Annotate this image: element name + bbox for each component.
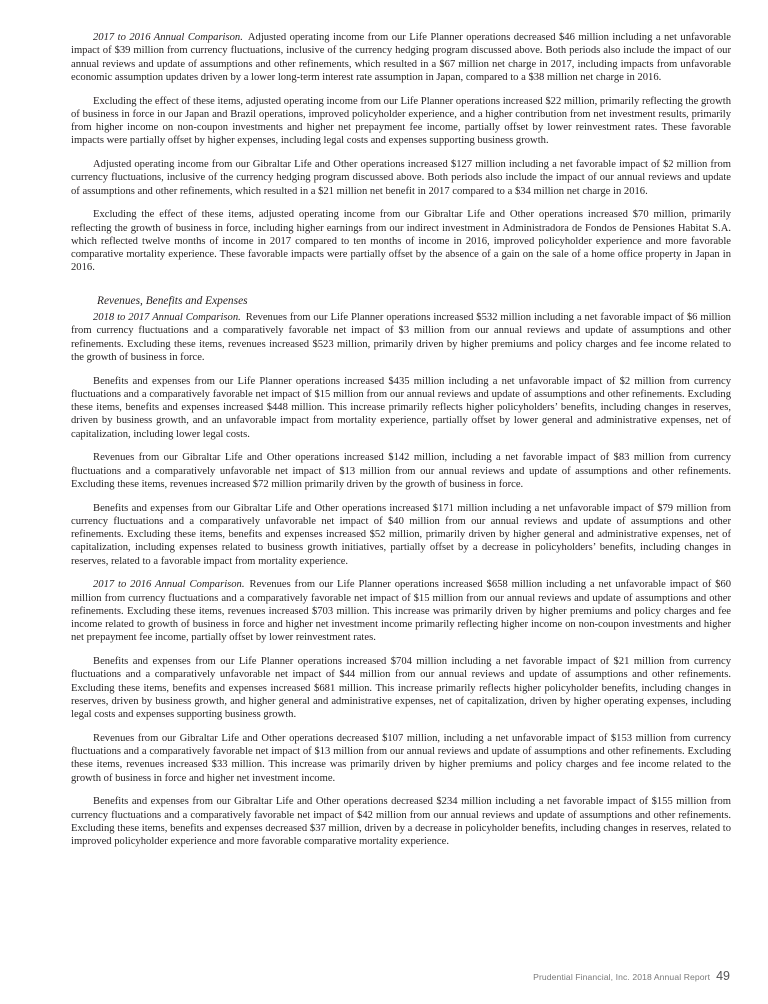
paragraph <box>71 311 731 364</box>
section-heading: Revenues, Benefits and Expenses <box>97 295 248 307</box>
document-body <box>71 31 731 859</box>
paragraph-text: Revenues from our Life Planner operations increased $658 million including a net unfavorable impact of $60 million from currency fluctuations and a comparatively favorable net impact of $15 million from our annual reviews and update of assumptions and other refinements. Excluding these items, revenues increased $703 million. This increase was primarily driven by higher premiums and policy charges and fee income related to growth of business in force and higher net investment income primarily reflecting higher income on non-coupon investments and higher net prepayment fee income, partially offset by lower reinvestment rates. <box>71 579 731 644</box>
footer-report-title: Prudential Financial, Inc. 2018 Annual Report <box>533 972 711 982</box>
paragraph <box>71 655 731 721</box>
paragraph <box>71 375 731 441</box>
paragraph <box>71 451 731 491</box>
paragraph-lead: 2017 to 2016 Annual Comparison. <box>93 32 243 43</box>
paragraph-text: Adjusted operating income from our Gibraltar Life and Other operations increased $127 million including a net favorable impact of $2 million from currency fluctuations, inclusive of the currency hedging program discussed above. Both periods also include the impact of our annual reviews and update of assumptions and other refinements, which resulted in a $21 million net benefit in 2017 compared to a $34 million net charge in 2016. <box>71 159 731 197</box>
paragraph-text: Excluding the effect of these items, adjusted operating income from our Gibraltar Life and Other operations increased $70 million, primarily reflecting the growth of business in force, including higher earnings from our indirect investment in Administradora de Fondos de Pensiones Habitat S.A. which reflected twelve months of income in 2017 compared to ten months of income in 2016, improved policyholder experience and more favorable comparative mortality experience. These favorable impacts were partially offset by the absence of a gain on the sale of a home office property in Japan in 2016. <box>71 209 731 274</box>
paragraph-text: Revenues from our Gibraltar Life and Other operations increased $142 million, including a net favorable impact of $83 million from currency fluctuations and a comparatively unfavorable net impact of $13 million from our annual reviews and update of assumptions and other refinements. Excluding these items, revenues increased $72 million primarily driven by the growth of business in force. <box>71 452 731 490</box>
paragraph-text: Excluding the effect of these items, adjusted operating income from our Life Planner operations increased $22 million, primarily reflecting the growth of business in force in our Japan and Brazil operations, improved policyholder experience, and a higher contribution from net investment results, primarily from higher income on non-coupon investments and higher net prepayment fee income, partially offset by lower reinvestment rates. These favorable impacts were partially offset by higher expenses, including legal costs and expenses supporting business growth. <box>71 95 731 147</box>
paragraph-text: Benefits and expenses from our Gibraltar Life and Other operations decreased $234 million including a net favorable impact of $155 million from currency fluctuations and a comparatively favorable net impact of $42 million from our annual reviews and update of assumptions and other refinements. Excluding these items, benefits and expenses decreased $37 million, driven by a decrease in policyholder benefits, including changes in reserves, related to improved policyholder experience and more favorable comparative mortality experience. <box>71 796 731 847</box>
paragraph-text: Benefits and expenses from our Life Planner operations increased $704 million including a net favorable impact of $21 million from currency fluctuations and a comparatively unfavorable net impact of $44 million from our annual reviews and update of assumptions and other refinements. Excluding these items, benefits and expenses increased $681 million. This increase primarily reflects higher policyholder benefits, including changes in reserves, driven by business growth, and higher general and administrative expenses, net of capitalization, driven by higher operating expenses, including legal costs and expenses supporting business growth. <box>71 656 731 720</box>
page-footer <box>480 967 730 985</box>
paragraph-text: Revenues from our Life Planner operations increased $532 million including a net favorable impact of $6 million from currency fluctuations and a comparatively favorable net impact of $3 million from our annual reviews and update of assumptions and other refinements. Excluding these items, revenues increased $523 million, primarily driven by higher premiums and policy charges and fee income related to the growth of business in force. <box>71 312 731 363</box>
paragraph <box>71 795 731 848</box>
paragraph <box>71 732 731 785</box>
paragraph <box>71 31 731 84</box>
paragraph-text: Revenues from our Gibraltar Life and Other operations decreased $107 million, including a net unfavorable impact of $153 million from currency fluctuations and a comparatively favorable net impact of $13 million from our annual reviews and update of assumptions and other refinements. Excluding these items, revenues increased $33 million. This increase was primarily driven by higher premiums and policy charges and fee income related to the growth of business in force and higher net investment income. <box>71 732 731 784</box>
page-number: 49 <box>716 969 730 983</box>
paragraph <box>71 208 731 274</box>
paragraph-text: Adjusted operating income from our Life Planner operations decreased $46 million including a net unfavorable impact of $39 million from currency fluctuations, inclusive of the currency hedging program discussed above. Both periods also include the impact of our annual reviews and update of assumptions and other refinements, which resulted in a $67 million net charge in 2017, including impacts from unfavorable economic assumption updates driven by a lower long-term interest rate assumption in Japan, compared to a $38 million net charge in 2016. <box>71 32 731 83</box>
paragraph-lead: 2017 to 2016 Annual Comparison. <box>93 579 245 591</box>
paragraph-text: Benefits and expenses from our Life Planner operations increased $435 million including a net unfavorable impact of $2 million from currency fluctuations and a comparatively favorable net impact of $15 million from our annual reviews and update of assumptions and other refinements. Excluding these items, benefits and expenses increased $448 million. This increase primarily reflects higher policyholders’ benefits, including changes in reserves, driven by business growth, and an unfavorable impact from mortality experience, partially offset by lower general and administrative expenses, net of capitalization, including lower legal costs. <box>71 375 731 440</box>
paragraph <box>71 158 731 198</box>
paragraph <box>71 502 731 568</box>
paragraph <box>71 578 731 644</box>
paragraph-text: Benefits and expenses from our Gibraltar Life and Other operations increased $171 million including a net unfavorable impact of $79 million from currency fluctuations and a comparatively unfavorable net impact of $40 million from our annual reviews and update of assumptions and other refinements. Excluding these items, benefits and expenses increased $52 million, primarily driven by higher general and administrative expenses, net of capitalization, including expenses related to business growth initiatives, partially offset by a decrease in policyholders’ benefits, including changes in reserves, related to a favorable impact from mortality experience. <box>71 502 731 567</box>
paragraph <box>71 95 731 148</box>
paragraph-lead: 2018 to 2017 Annual Comparison. <box>93 312 241 323</box>
